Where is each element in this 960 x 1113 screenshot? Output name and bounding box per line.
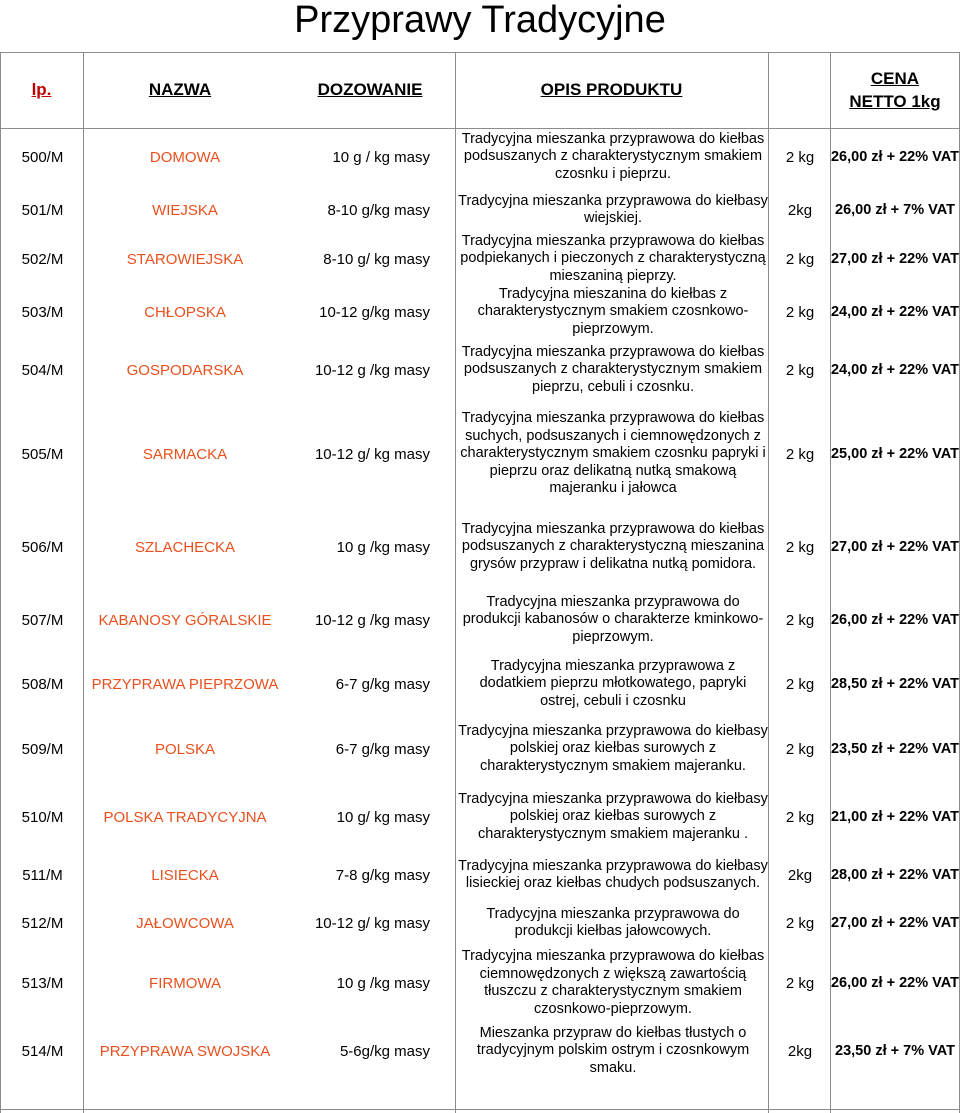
product-code: 502/M: [21, 250, 64, 268]
net-price: 27,00 zł + 22% VAT: [830, 539, 959, 555]
product-code: 505/M: [21, 445, 64, 463]
package-size: 2kg: [787, 201, 813, 219]
dosage: 10-12 g /kg masy: [314, 361, 430, 379]
product-name: SARMACKA: [142, 445, 228, 463]
package-size: 2 kg: [785, 538, 815, 556]
dosage: 10-12 g/kg masy: [319, 303, 430, 321]
table-row: [0, 340, 960, 400]
package-size: 2 kg: [785, 611, 815, 629]
product-code: 500/M: [21, 148, 64, 166]
price-table: [0, 52, 960, 1113]
table-row: [0, 186, 960, 234]
product-code: 507/M: [21, 611, 64, 629]
header-opis: OPIS PRODUKTU: [540, 80, 683, 99]
product-description: Tradycyjna mieszanka przyprawowa do kiełbas ciemnowędzonych z większą zawartością tłuszczu z charakterystycznym smakiem czosnkowo-pieprzowym.: [461, 948, 765, 1017]
net-price: 24,00 zł + 22% VAT: [830, 304, 959, 320]
net-price: 27,00 zł + 22% VAT: [830, 915, 959, 931]
package-size: 2kg: [787, 866, 813, 884]
product-code: 513/M: [21, 974, 64, 992]
table-row: [0, 586, 960, 654]
product-name: SZLACHECKA: [134, 538, 236, 556]
net-price: 28,50 zł + 22% VAT: [830, 676, 959, 692]
table-row: [0, 400, 960, 508]
product-name: PRZYPRAWA PIEPRZOWA: [91, 675, 279, 693]
net-price: 26,00 zł + 22% VAT: [830, 975, 959, 991]
dosage: 7-8 g/kg masy: [335, 866, 430, 884]
product-description: Tradycyjna mieszanka przyprawowa do kiełbas podsuszanych z charakterystycznym smakiem pieprzu, cebuli i czosnku.: [461, 343, 765, 395]
page-title: Przyprawy Tradycyjne: [294, 0, 666, 41]
header-nazwa: NAZWA: [148, 80, 212, 99]
package-size: 2 kg: [785, 675, 815, 693]
dosage: 10-12 g/ kg masy: [314, 914, 430, 932]
product-code: 512/M: [21, 914, 64, 932]
product-code: 510/M: [21, 808, 64, 826]
dosage: 8-10 g/ kg masy: [323, 250, 430, 268]
product-description: Tradycyjna mieszanka przyprawowa do kiełbasy polskiej oraz kiełbas surowych z charakterystycznym smakiem majeranku .: [458, 790, 768, 842]
package-size: 2 kg: [785, 914, 815, 932]
table-row: [0, 784, 960, 850]
dosage: 10 g /kg masy: [336, 974, 430, 992]
table-row: [0, 508, 960, 586]
net-price: 23,50 zł + 7% VAT: [835, 1043, 955, 1059]
table-row: [0, 850, 960, 900]
product-name: GOSPODARSKA: [126, 361, 244, 379]
table-row: [0, 900, 960, 946]
net-price: 26,00 zł + 22% VAT: [830, 612, 959, 628]
net-price: 27,00 zł + 22% VAT: [830, 251, 959, 267]
product-name: WIEJSKA: [152, 201, 218, 219]
product-description: Tradycyjna mieszanka przyprawowa do kiełbas podsuszanych z charakterystyczną mieszanina grysów przypraw i delikatna nutką pomidora.: [461, 520, 765, 572]
dosage: 10 g /kg masy: [336, 538, 430, 556]
table-row: [0, 946, 960, 1020]
net-price: 23,50 zł + 22% VAT: [830, 741, 959, 757]
dosage: 6-7 g/kg masy: [335, 740, 430, 758]
product-description: Mieszanka przypraw do kiełbas tłustych o tradycyjnym polskim ostrym i czosnkowym smaku.: [476, 1024, 750, 1076]
product-code: 503/M: [21, 303, 64, 321]
package-size: 2kg: [787, 1042, 813, 1060]
product-code: 509/M: [21, 740, 64, 758]
product-description: Tradycyjna mieszanka przyprawowa do kiełbasy wiejskiej.: [458, 192, 768, 226]
product-name: LISIECKA: [151, 866, 219, 884]
package-size: 2 kg: [785, 250, 815, 268]
product-code: 511/M: [22, 866, 63, 884]
table-row: [0, 130, 960, 184]
product-description: Tradycyjna mieszanina do kiełbas z charakterystycznym smakiem czosnkowo-pieprzowym.: [477, 285, 749, 337]
product-name: POLSKA: [154, 740, 216, 758]
package-size: 2 kg: [785, 808, 815, 826]
net-price: 24,00 zł + 22% VAT: [830, 362, 959, 378]
product-name: STAROWIEJSKA: [126, 250, 244, 268]
net-price: 26,00 zł + 7% VAT: [835, 202, 955, 218]
table-row: [0, 1020, 960, 1082]
product-name: CHŁOPSKA: [144, 303, 226, 321]
dosage: 10 g / kg masy: [332, 148, 430, 166]
product-code: 514/M: [21, 1042, 64, 1060]
product-description: Tradycyjna mieszanka przyprawowa do produkcji kiełbas jałowcowych.: [486, 905, 740, 939]
table-row: [0, 654, 960, 714]
table-row: [0, 234, 960, 284]
product-code: 506/M: [21, 538, 64, 556]
header-cena-line2: NETTO 1kg: [849, 92, 941, 111]
header-lp: lp.: [31, 80, 52, 99]
product-description: Tradycyjna mieszanka przyprawowa do kiełbas podpiekanych i pieczonych z charakterystyczną mieszaniną pieprzy.: [460, 232, 766, 284]
package-size: 2 kg: [785, 445, 815, 463]
net-price: 21,00 zł + 22% VAT: [830, 809, 959, 825]
product-description: Tradycyjna mieszanka przyprawowa do kiełbasy lisieckiej oraz kiełbas chudych podsuszanych.: [458, 857, 768, 891]
product-name: JAŁOWCOWA: [136, 914, 234, 932]
header-dozowanie: DOZOWANIE: [317, 80, 423, 99]
net-price: 26,00 zł + 22% VAT: [830, 149, 959, 165]
product-name: DOMOWA: [149, 148, 221, 166]
table-row: [0, 284, 960, 340]
product-description: Tradycyjna mieszanka przyprawowa do kiełbasy polskiej oraz kiełbas surowych z charakterystycznym smakiem majeranku.: [458, 722, 768, 774]
package-size: 2 kg: [785, 361, 815, 379]
dosage: 10-12 g /kg masy: [314, 611, 430, 629]
product-code: 504/M: [21, 361, 64, 379]
table-row: [0, 714, 960, 784]
product-code: 501/M: [21, 201, 64, 219]
net-price: 25,00 zł + 22% VAT: [830, 446, 959, 462]
package-size: 2 kg: [785, 148, 815, 166]
package-size: 2 kg: [785, 974, 815, 992]
dosage: 5-6g/kg masy: [339, 1042, 430, 1060]
product-name: KABANOSY GÓRALSKIE: [98, 611, 272, 629]
net-price: 28,00 zł + 22% VAT: [830, 867, 959, 883]
dosage: 6-7 g/kg masy: [335, 675, 430, 693]
product-description: Tradycyjna mieszanka przyprawowa do kiełbas podsuszanych z charakterystycznym smakiem czosnku i pieprzu.: [461, 130, 765, 182]
package-size: 2 kg: [785, 303, 815, 321]
product-name: FIRMOWA: [149, 974, 221, 992]
product-code: 508/M: [21, 675, 64, 693]
dosage: 8-10 g/kg masy: [327, 201, 430, 219]
header-cena: [830, 52, 960, 128]
package-size: 2 kg: [785, 740, 815, 758]
product-description: Tradycyjna mieszanka przyprawowa do produkcji kabanosów o charakterze kminkowo-pieprzowym.: [462, 593, 764, 645]
dosage: 10-12 g/ kg masy: [314, 445, 430, 463]
product-description: Tradycyjna mieszanka przyprawowa z dodatkiem pieprzu młotkowatego, papryki ostrej, cebuli i czosnku: [479, 657, 747, 709]
product-description: Tradycyjna mieszanka przyprawowa do kiełbas suchych, podsuszanych i ciemnowędzonych z charakterystycznym smakiem czosnku papryki i pieprzu oraz delikatną nutką smakową majeranku i jałowca: [460, 410, 766, 497]
product-name: PRZYPRAWA SWOJSKA: [99, 1042, 271, 1060]
dosage: 10 g/ kg masy: [336, 808, 430, 826]
header-cena-line1: CENA: [870, 69, 920, 88]
product-name: POLSKA TRADYCYJNA: [103, 808, 267, 826]
